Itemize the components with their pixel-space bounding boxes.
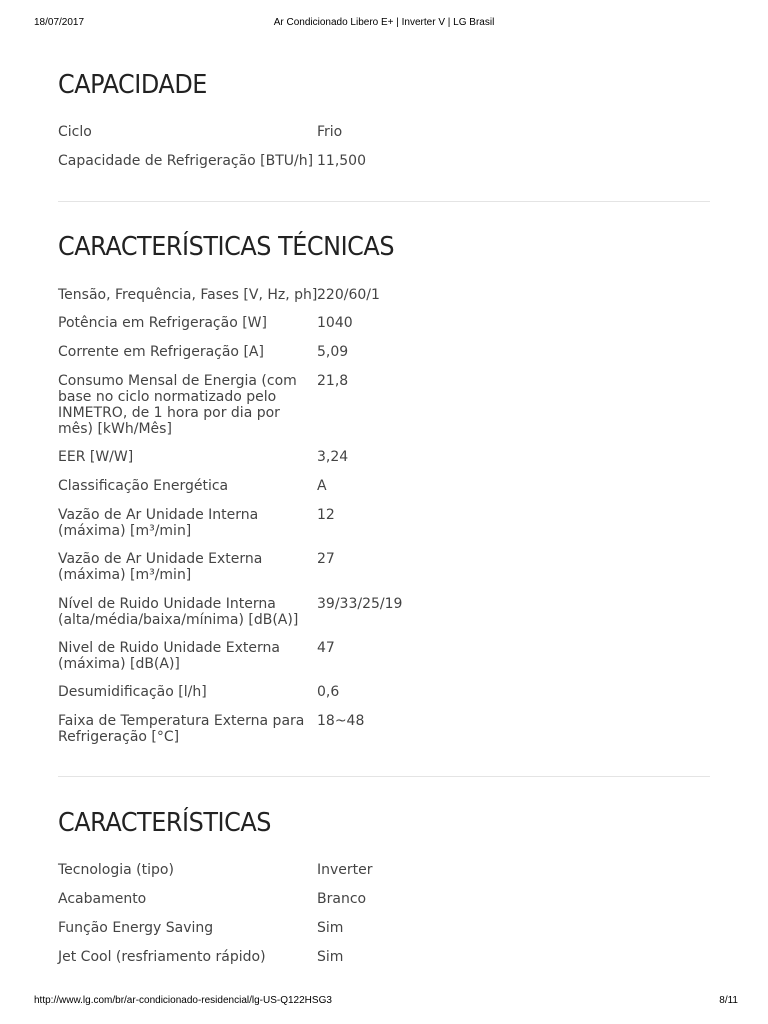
spec-value: 18~48 bbox=[317, 713, 365, 729]
spec-value: 3,24 bbox=[317, 449, 349, 465]
spec-value: Branco bbox=[317, 891, 367, 907]
spec-value: 39/33/25/19 bbox=[317, 596, 403, 612]
spec-label: Faixa de Temperatura Externa para Refrigeração [°C] bbox=[58, 713, 305, 745]
section-title-capacidade: CAPACIDADE bbox=[58, 70, 207, 100]
spec-value: A bbox=[317, 478, 327, 494]
section-divider bbox=[58, 776, 710, 777]
spec-value: 5,09 bbox=[317, 344, 349, 360]
spec-label: EER [W/W] bbox=[58, 449, 134, 465]
spec-label: Ciclo bbox=[58, 124, 92, 140]
spec-value: Sim bbox=[317, 949, 344, 965]
spec-value: 0,6 bbox=[317, 684, 340, 700]
spec-label: Desumidificação [l/h] bbox=[58, 684, 207, 700]
spec-value: 27 bbox=[317, 551, 335, 567]
spec-label: Tensão, Frequência, Fases [V, Hz, ph] bbox=[58, 287, 318, 303]
spec-value: Sim bbox=[317, 920, 344, 936]
spec-label: Vazão de Ar Unidade Interna (máxima) [m³/min] bbox=[58, 507, 259, 539]
section-title-caracteristicas: CARACTERÍSTICAS bbox=[58, 808, 271, 838]
spec-value: 220/60/1 bbox=[317, 287, 380, 303]
spec-value: Frio bbox=[317, 124, 343, 140]
spec-value: Inverter bbox=[317, 862, 373, 878]
section-title-caracteristicas-tecnicas: CARACTERÍSTICAS TÉCNICAS bbox=[58, 232, 395, 262]
spec-label: Corrente em Refrigeração [A] bbox=[58, 344, 264, 360]
print-page-number: 8/11 bbox=[719, 995, 738, 1006]
spec-value: 11,500 bbox=[317, 153, 366, 169]
spec-value: 12 bbox=[317, 507, 335, 523]
spec-label: Tecnologia (tipo) bbox=[58, 862, 174, 878]
section-divider bbox=[58, 201, 710, 202]
spec-label: Nível de Ruido Unidade Interna (alta/média/baixa/mínima) [dB(A)] bbox=[58, 596, 299, 628]
spec-label: Nivel de Ruido Unidade Externa (máxima) [dB(A)] bbox=[58, 640, 280, 672]
spec-value: 47 bbox=[317, 640, 335, 656]
print-page-title: Ar Condicionado Libero E+ | Inverter V | LG Brasil bbox=[273, 17, 495, 28]
print-date: 18/07/2017 bbox=[34, 17, 85, 28]
spec-value: 1040 bbox=[317, 315, 353, 331]
print-url[interactable]: http://www.lg.com/br/ar-condicionado-residencial/lg-US-Q122HSG3 bbox=[34, 995, 332, 1006]
spec-label: Função Energy Saving bbox=[58, 920, 214, 936]
spec-label: Vazão de Ar Unidade Externa (máxima) [m³/min] bbox=[58, 551, 263, 583]
spec-label: Capacidade de Refrigeração [BTU/h] bbox=[58, 153, 314, 169]
spec-label: Jet Cool (resfriamento rápido) bbox=[58, 949, 266, 965]
spec-label: Acabamento bbox=[58, 891, 147, 907]
spec-value: 21,8 bbox=[317, 373, 349, 389]
spec-label: Classificação Energética bbox=[58, 478, 229, 494]
spec-label: Potência em Refrigeração [W] bbox=[58, 315, 267, 331]
spec-label: Consumo Mensal de Energia (com base no ciclo normatizado pelo INMETRO, de 1 hora por dia por mês) [kWh/Mês] bbox=[58, 373, 297, 437]
